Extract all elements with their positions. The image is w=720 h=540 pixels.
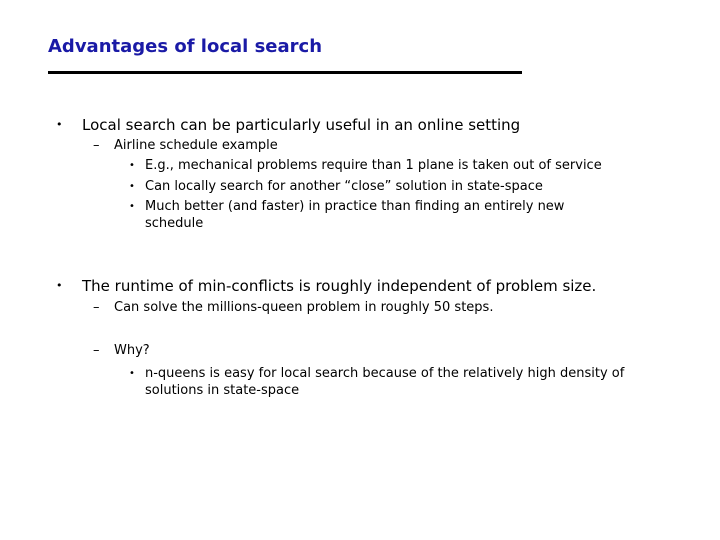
bullet-text: Local search can be particularly useful in an online setting bbox=[82, 116, 521, 134]
sub-sub-point-text: Much better (and faster) in practice than finding an entirely new schedule bbox=[145, 199, 565, 231]
dash-marker: – bbox=[93, 138, 100, 153]
sub-point-text: Airline schedule example bbox=[114, 138, 278, 153]
sub-sub-point-text: E.g., mechanical problems require than 1 plane is taken out of service bbox=[145, 158, 602, 173]
dash-marker: – bbox=[93, 300, 100, 315]
bullet-marker: • bbox=[129, 181, 135, 192]
dash-marker: – bbox=[93, 343, 100, 358]
sub-point-text: Can solve the millions-queen problem in roughly 50 steps. bbox=[114, 300, 494, 315]
sub-sub-point-text: Can locally search for another “close” solution in state-space bbox=[145, 179, 543, 194]
sub-sub-point-text: n-queens is easy for local search because of the relatively high density of solutions in state-space bbox=[145, 366, 625, 398]
bullet-marker: • bbox=[129, 368, 135, 379]
bullet-marker: • bbox=[129, 201, 135, 212]
bullet-text: The runtime of min-conflicts is roughly independent of problem size. bbox=[82, 277, 597, 295]
sub-point-text: Why? bbox=[114, 343, 150, 358]
title-underline bbox=[48, 71, 522, 74]
bullet-marker: • bbox=[56, 279, 63, 292]
bullet-marker: • bbox=[56, 118, 63, 131]
slide-title: Advantages of local search bbox=[48, 36, 323, 57]
bullet-marker: • bbox=[129, 160, 135, 171]
